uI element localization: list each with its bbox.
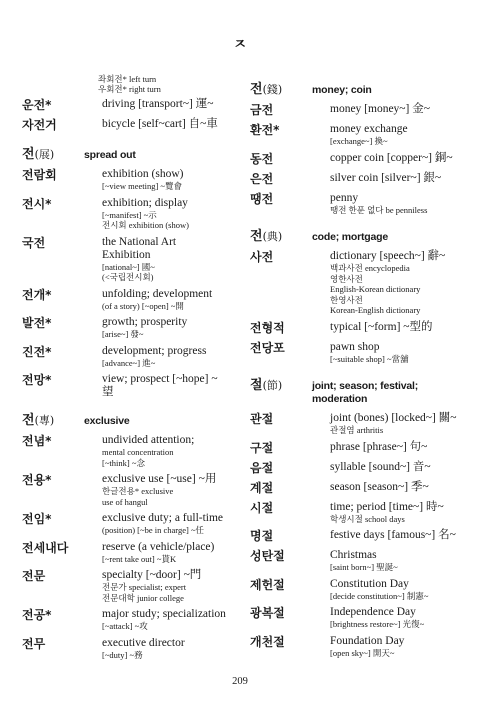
entry-definition — [330, 529, 460, 544]
definition-line: Constitution Day — [330, 577, 409, 590]
dictionary-entry — [22, 608, 227, 632]
definition-line: exclusive duty; a full-time — [102, 512, 224, 524]
entry-headword: 운전* — [22, 98, 52, 112]
dictionary-entry — [22, 569, 227, 603]
entry-definition — [102, 168, 227, 192]
definition-line: money [money~] 金~ — [330, 103, 430, 115]
definition-line: season [season~] 季~ — [330, 480, 429, 493]
dictionary-entry — [22, 473, 227, 507]
dictionary-entry — [250, 341, 460, 365]
entry-definition — [102, 541, 227, 565]
entry-definition — [102, 98, 227, 113]
entry-definition — [330, 606, 460, 630]
definition-line: [~view meeting] ~覽會 — [102, 181, 183, 191]
definition-line: Foundation Day — [330, 634, 405, 647]
dictionary-entry — [250, 606, 460, 630]
entry-definition — [102, 197, 227, 231]
definition-line: 영한사전 — [330, 273, 363, 284]
definition-line: time; period [time~] 時~ — [330, 500, 444, 513]
section-heading — [250, 78, 460, 97]
entry-definition — [102, 637, 227, 661]
definition-line: [~rent take out] ~貰K — [102, 553, 177, 564]
entry-headword: 전용* — [22, 473, 52, 487]
definition-line: Independence Day — [330, 606, 416, 618]
dictionary-entry — [250, 481, 460, 496]
definition-line: Korean-English dictionary — [330, 305, 421, 315]
definition-line: money exchange — [330, 123, 408, 135]
definition-line: typical [~form] ~型的 — [330, 320, 433, 333]
definition-line: Christmas — [330, 549, 377, 561]
entry-headword: 음절 — [250, 460, 274, 475]
dictionary-entry — [22, 288, 227, 312]
right-column — [250, 74, 460, 663]
definition-line: specialty [~door] ~門 — [102, 569, 202, 581]
entry-headword: 전무 — [22, 636, 46, 651]
definition-line: [national~] 國~ — [102, 261, 155, 272]
entry-headword: 국전 — [22, 235, 46, 250]
section-headword: 전(展) — [22, 147, 55, 162]
entry-definition — [102, 434, 227, 468]
definition-line: the National Art Exhibition — [102, 235, 177, 261]
dictionary-entry — [250, 441, 460, 456]
entry-headword: 환전* — [250, 123, 280, 137]
page-header-letter: ㅈ — [233, 37, 247, 53]
entry-headword: 성탄절 — [250, 549, 285, 563]
dictionary-entry — [250, 412, 460, 436]
entry-headword: 은전 — [250, 171, 274, 186]
entry-headword: 계절 — [250, 480, 274, 495]
definition-line: mental concentration — [102, 447, 174, 457]
definition-line: exhibition (show) — [102, 168, 184, 180]
entry-headword: 명절 — [250, 529, 274, 543]
definition-line: dictionary [speech~] 辭~ — [330, 250, 446, 262]
definition-line: unfolding; development — [102, 287, 213, 300]
entry-headword: 전시* — [22, 196, 52, 211]
entry-headword: 개천절 — [250, 634, 285, 649]
definition-line: major study; specialization — [102, 608, 226, 620]
section-headword: 전(錢) — [250, 82, 283, 97]
entry-definition — [330, 412, 460, 436]
dictionary-entry — [22, 434, 227, 468]
definition-line: [~suitable shop] ~當舖 — [330, 353, 409, 364]
definition-line: undivided attention; — [102, 434, 195, 446]
entry-definition — [330, 152, 460, 167]
entry-headword: 제헌절 — [250, 577, 285, 592]
entry-definition — [330, 501, 460, 525]
entry-definition — [330, 321, 460, 336]
dictionary-entry — [250, 321, 460, 336]
section-heading — [22, 143, 227, 162]
dictionary-entry — [250, 501, 460, 525]
dictionary-entry — [22, 168, 227, 192]
entry-definition — [102, 288, 227, 312]
definition-line: [~think] ~念 — [102, 457, 145, 468]
entry-definition — [102, 373, 227, 399]
entry-definition — [102, 512, 227, 536]
section-headword: 절(節) — [250, 378, 283, 393]
entry-definition — [330, 461, 460, 476]
definition-line: 전문가 specialist; expert — [102, 582, 187, 592]
dictionary-entry — [250, 578, 460, 602]
definition-line: exhibition; display — [102, 196, 188, 209]
entry-headword: 전형적 — [250, 320, 285, 335]
dictionary-entry — [250, 461, 460, 476]
entry-definition — [102, 118, 227, 133]
entry-definition — [330, 250, 460, 316]
entry-headword: 관절 — [250, 412, 274, 426]
section-heading — [250, 225, 460, 244]
definition-line: joint (bones) [locked~] 關~ — [330, 412, 457, 424]
entry-definition — [330, 341, 460, 365]
entry-headword: 시절 — [250, 500, 274, 515]
definition-line: silver coin [silver~] 銀~ — [330, 171, 442, 184]
definition-line: [open sky~] 開天~ — [330, 647, 395, 658]
dictionary-entry — [22, 197, 227, 231]
definition-line: 한글전용* exclusive — [102, 486, 174, 496]
left-column — [22, 74, 227, 665]
section-headword: 전(典) — [250, 229, 283, 244]
definition-line: 한영사전 — [330, 294, 363, 305]
section-headword: 전(專) — [22, 413, 55, 428]
entry-definition — [102, 569, 227, 603]
entry-definition — [330, 441, 460, 456]
dictionary-entry — [22, 316, 227, 340]
definition-line: 전시회 exhibition (show) — [102, 220, 189, 230]
entry-headword: 자전거 — [22, 118, 57, 132]
definition-line: copper coin [copper~] 銅~ — [330, 151, 453, 164]
section-gloss: exclusive — [84, 415, 130, 427]
entry-definition — [330, 635, 460, 659]
dictionary-entry — [22, 541, 227, 565]
entry-definition — [102, 316, 227, 340]
dictionary-entry — [22, 98, 227, 113]
dictionary-entry — [22, 512, 227, 536]
entry-headword: 발전* — [22, 316, 52, 330]
definition-line: (position) [~be in charge] ~任 — [102, 525, 205, 535]
definition-line: 학생시절 school days — [330, 513, 405, 524]
entry-headword: 땡전 — [250, 191, 274, 206]
entries-top — [22, 98, 227, 133]
entry-definition — [102, 608, 227, 632]
section-gloss: joint; season; festival; moderation — [312, 380, 419, 405]
dictionary-entry — [22, 118, 227, 133]
definition-line: syllable [sound~] 音~ — [330, 460, 431, 473]
definition-line: view; prospect [~hope] ~望 — [102, 373, 218, 398]
definition-line: [saint born~] 聖誕~ — [330, 562, 398, 572]
dictionary-entry — [250, 192, 460, 216]
definition-line: 관절염 arthritis — [330, 425, 384, 435]
entry-headword: 전망* — [22, 373, 52, 387]
entry-headword: 전세내다 — [22, 540, 69, 555]
entry-definition — [330, 549, 460, 573]
entry-definition — [102, 473, 227, 507]
definition-line: festive days [famous~] 名~ — [330, 529, 456, 541]
dictionary-entry — [250, 549, 460, 573]
definition-line: [brightness restore~] 光復~ — [330, 619, 425, 629]
section-entries — [22, 434, 227, 660]
definition-line: exclusive use [~use] ~用 — [102, 473, 217, 485]
definition-line: bicycle [self~cart] 自~車 — [102, 118, 218, 130]
definition-line: 백과사전 encyclopedia — [330, 263, 410, 273]
definition-line: (<국립전시회) — [102, 272, 154, 282]
section-gloss: code; mortgage — [312, 231, 388, 243]
section-heading — [22, 409, 227, 428]
entry-headword: 전임* — [22, 512, 52, 526]
section-gloss: spread out — [84, 149, 136, 161]
entry-headword: 전람회 — [22, 168, 57, 182]
definition-line: phrase [phrase~] 句~ — [330, 440, 428, 453]
dictionary-entry — [250, 635, 460, 659]
definition-line: penny — [330, 191, 359, 204]
page-number: 209 — [232, 676, 248, 687]
entry-headword: 전개* — [22, 287, 52, 302]
definition-line: 전문대학 junior college — [102, 592, 184, 603]
entry-headword: 전문 — [22, 569, 46, 583]
dictionary-entry — [22, 373, 227, 399]
definition-line: executive director — [102, 636, 185, 649]
dictionary-entry — [250, 172, 460, 187]
entry-headword: 구절 — [250, 440, 274, 455]
dictionary-entry — [250, 529, 460, 544]
dictionary-entry — [22, 637, 227, 661]
dictionary-entry — [22, 236, 227, 283]
definition-line: (of a story) [~open] ~開 — [102, 300, 184, 311]
entry-definition — [330, 172, 460, 187]
entry-headword: 금전 — [250, 103, 274, 117]
section-entries — [22, 168, 227, 399]
section-entries — [250, 250, 460, 364]
entry-headword: 전당포 — [250, 340, 285, 355]
dictionary-entry — [250, 123, 460, 147]
entry-headword: 진전* — [22, 344, 52, 359]
definition-line: growth; prosperity — [102, 316, 188, 328]
section-gloss: money; coin — [312, 84, 372, 96]
entry-definition — [330, 481, 460, 496]
definition-line: [arise~] 發~ — [102, 329, 144, 339]
dictionary-entry — [250, 250, 460, 316]
dictionary-entry — [250, 152, 460, 167]
definition-line: driving [transport~] 運~ — [102, 98, 214, 110]
entry-headword: 전공* — [22, 608, 52, 622]
definition-line: [~manifest] ~示 — [102, 209, 157, 220]
entry-definition — [330, 123, 460, 147]
section-entries — [250, 103, 460, 215]
entry-definition — [102, 236, 227, 283]
definition-line: [decide constitution~] 制憲~ — [330, 590, 429, 601]
entry-headword: 전념* — [22, 434, 52, 448]
section-entries — [250, 412, 460, 658]
definition-line: pawn shop — [330, 340, 380, 353]
entry-headword: 동전 — [250, 151, 274, 166]
entry-definition — [102, 345, 227, 369]
preceding-lines: 좌회전* left turn 우회전* right turn — [98, 74, 161, 94]
section-heading — [250, 374, 460, 406]
definition-line: development; progress — [102, 344, 207, 357]
definition-line: [exchange~] 換~ — [330, 136, 388, 146]
entry-definition — [330, 578, 460, 602]
definition-line: [advance~] 進~ — [102, 357, 156, 368]
dictionary-entry — [250, 103, 460, 118]
definition-line: reserve (a vehicle/place) — [102, 540, 215, 553]
definition-line: [~attack] ~攻 — [102, 621, 148, 631]
definition-line: English-Korean dictionary — [330, 284, 421, 294]
definition-line: [~duty] ~務 — [102, 649, 143, 660]
entry-definition — [330, 192, 460, 216]
definition-line: use of hangul — [102, 496, 148, 507]
entry-headword: 광복절 — [250, 606, 285, 620]
definition-line: 땡전 한푼 없다 be penniless — [330, 204, 428, 215]
dictionary-entry — [22, 345, 227, 369]
entry-definition — [330, 103, 460, 118]
entry-headword: 사전 — [250, 250, 274, 264]
